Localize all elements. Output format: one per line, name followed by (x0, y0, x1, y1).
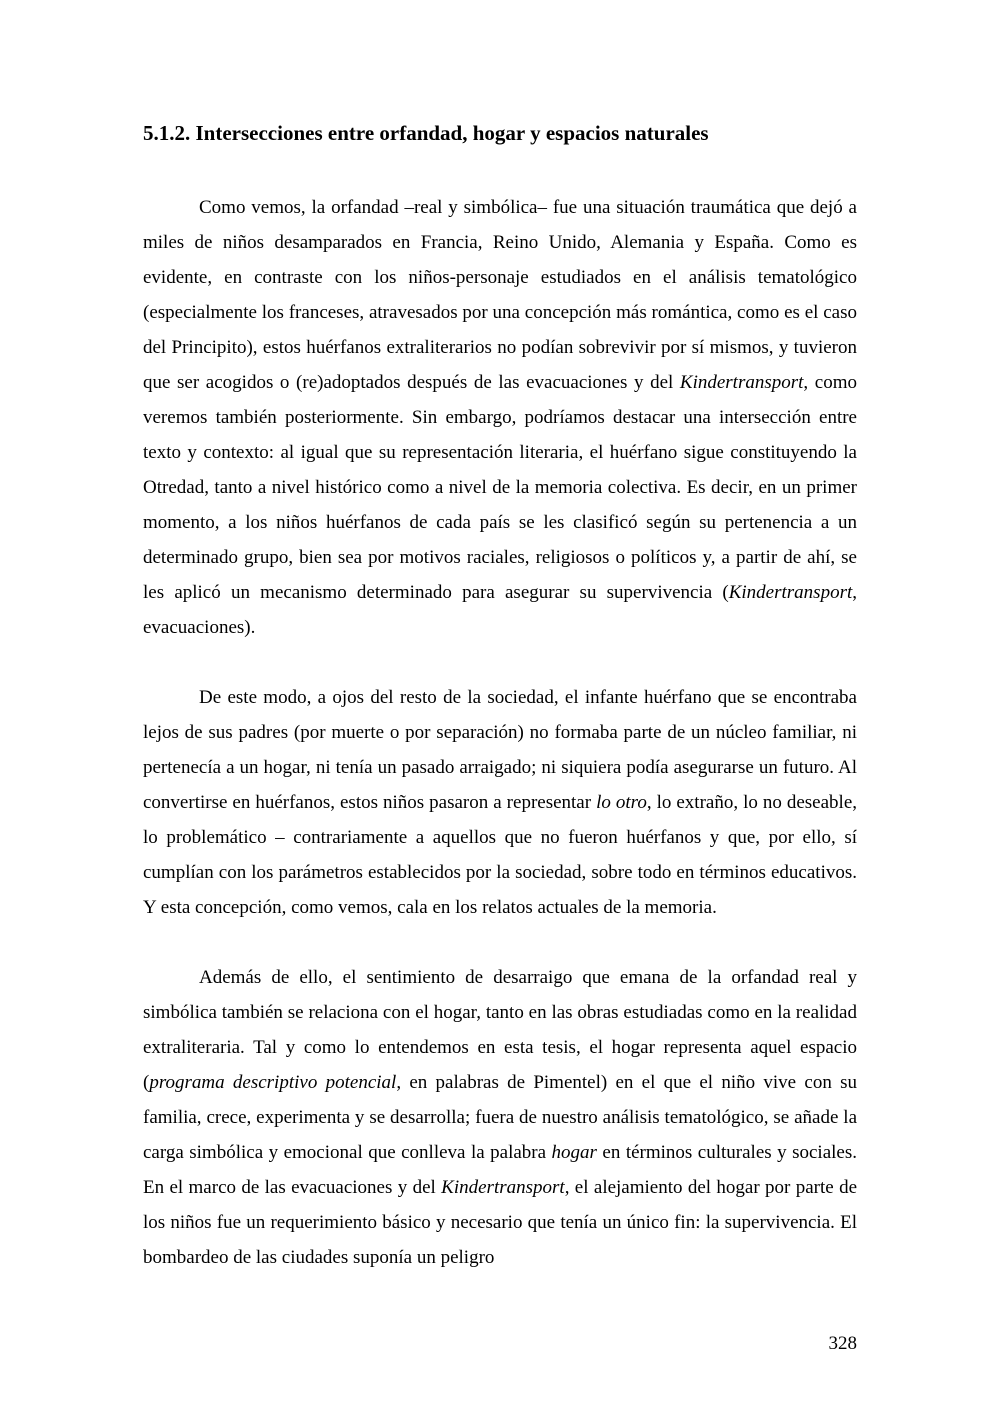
page-number: 328 (828, 1333, 857, 1354)
page-content (143, 118, 857, 1275)
paragraph (143, 190, 857, 645)
text-run: en términos culturales y sociales. En el marco de las evacuaciones y del (143, 1142, 857, 1198)
italic-text-run: Kindertransport (679, 372, 804, 393)
text-run: Como vemos, la orfandad –real y simbólica– fue una situación traumática que dejó a miles de niños desamparados en Francia, Reino Unido, Alemania y España. Como es evidente, en contraste con los niños-personaje estudiados en el análisis tematológico (especialmente los franceses, atravesados por una concepción más romántica, como es el caso del Principito), estos huérfanos extraliterarios no podían sobrevivir por sí mismos, y tuvieron que ser acogidos o (re)adoptados después de las evacuaciones y del (143, 197, 857, 393)
italic-text-run: hogar (551, 1142, 597, 1163)
paragraph (143, 680, 857, 925)
italic-text-run: Kindertransport (728, 582, 853, 603)
body-text (143, 190, 857, 1275)
italic-text-run: programa descriptivo potencial (149, 1072, 397, 1093)
text-run: De este modo, a ojos del resto de la sociedad, el infante huérfano que se encontraba lejos de sus padres (por muerte o por separación) no formaba parte de un núcleo familiar, ni pertenecía a un hogar, ni tenía un pasado arraigado; ni siquiera podía asegurarse un futuro. Al convertirse en huérfanos, estos niños pasaron a representar (143, 687, 857, 813)
text-run: , como veremos también posteriormente. Sin embargo, podríamos destacar una intersección entre texto y contexto: al igual que su representación literaria, el huérfano sigue constituyendo la Otredad, tanto a nivel histórico como a nivel de la memoria colectiva. Es decir, en un primer momento, a los niños huérfanos de cada país se les clasificó según su pertenencia a un determinado grupo, bien sea por motivos raciales, religiosos o políticos y, a partir de ahí, se les aplicó un mecanismo determinado para asegurar su supervivencia ( (143, 372, 857, 603)
text-run: , lo extraño, lo no deseable, lo problemático – contrariamente a aquellos que no fueron huérfanos y que, por ello, sí cumplían con los parámetros establecidos por la sociedad, sobre todo en términos educativos. Y esta concepción, como vemos, cala en los relatos actuales de la memoria. (143, 792, 858, 918)
text-run: Además de ello, el sentimiento de desarraigo que emana de la orfandad real y simbólica también se relaciona con el hogar, tanto en las obras estudiadas como en la realidad extraliteraria. Tal y como lo entendemos en esta tesis, el hogar representa aquel espacio ( (143, 967, 857, 1093)
italic-text-run: lo otro (596, 792, 647, 813)
paragraph (143, 960, 857, 1275)
text-run: , en palabras de Pimentel) en el que el niño vive con su familia, crece, experimenta y se desarrolla; fuera de nuestro análisis tematológico, se añade la carga simbólica y emocional que conlleva la palabra (143, 1072, 857, 1163)
italic-text-run: Kindertransport (441, 1177, 565, 1198)
section-heading: 5.1.2. Intersecciones entre orfandad, hogar y espacios naturales (143, 121, 709, 145)
text-run: , evacuaciones). (143, 582, 857, 638)
text-run: , el alejamiento del hogar por parte de los niños fue un requerimiento básico y necesario que tenía un único fin: la supervivencia. El bombardeo de las ciudades suponía un peligro (143, 1177, 857, 1268)
